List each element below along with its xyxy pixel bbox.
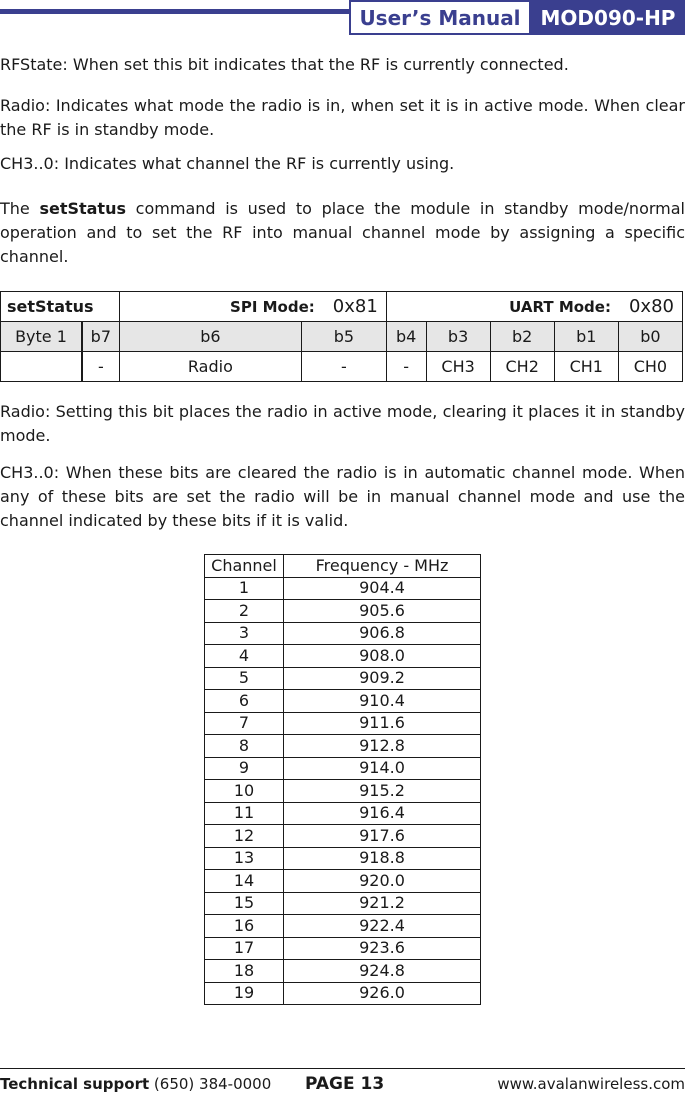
setstatus-intro: The [0,199,40,218]
command-name-cell: setStatus [1,292,120,322]
table-row [205,915,481,938]
frequency-header-row [205,555,481,578]
channel-cell: 10 [205,780,284,803]
setstatus-paragraph [0,197,685,269]
channel-cell: 8 [205,735,284,758]
table-row [205,825,481,848]
channel-cell: 16 [205,915,284,938]
rfstate-paragraph: RFState: When set this bit indicates that the RF is currently connected. [0,55,569,74]
radio-description-paragraph: Radio: Indicates what mode the radio is in, when set it is in active mode. When clear the RF is in standby mode. [0,96,685,139]
table-row [205,802,481,825]
channel-cell: 7 [205,712,284,735]
frequency-cell: 909.2 [284,667,481,690]
support-phone: (650) 384-0000 [153,1075,272,1093]
frequency-cell: 920.0 [284,870,481,893]
byte-label-cell: Byte 1 [1,322,83,352]
header-manual-label: User’s Manual [349,0,531,35]
setstatus-text: command is used to place the module in standby mode/normal operation and to set the RF into manual channel mode by assigning a specific channel. [0,199,685,266]
table-row [205,937,481,960]
channel-cell: 4 [205,645,284,668]
table-row [205,735,481,758]
channel-cell: 17 [205,937,284,960]
table-row [205,870,481,893]
uart-mode-cell [386,292,682,322]
table-row [205,577,481,600]
table-row [205,667,481,690]
table-row [205,982,481,1005]
channel-cell: 5 [205,667,284,690]
bit-label-cell: b2 [490,322,554,352]
table-row [205,690,481,713]
bit-value-cell: CH0 [618,352,682,382]
frequency-table [204,554,481,1005]
setstatus-table [0,291,683,382]
frequency-cell: 912.8 [284,735,481,758]
bit-label-cell: b5 [302,322,387,352]
header-rule [0,9,350,14]
spi-mode-cell [119,292,386,322]
footer-support [0,1075,271,1093]
status-header-row [1,292,683,322]
frequency-cell: 914.0 [284,757,481,780]
uart-mode-label: UART Mode: [509,298,611,316]
bit-value-cell: CH1 [554,352,618,382]
bit-value-cell: Radio [119,352,301,382]
channel-header: Channel [205,555,284,578]
bit-label-cell: b7 [82,322,119,352]
uart-mode-value: 0x80 [628,296,674,317]
frequency-cell: 923.6 [284,937,481,960]
table-row [205,645,481,668]
table-row [205,622,481,645]
setstatus-keyword: setStatus [39,199,126,218]
channel-cell: 15 [205,892,284,915]
channel-cell: 2 [205,600,284,623]
bit-label-cell: b0 [618,322,682,352]
website-url: www.avalanwireless.com [497,1075,685,1093]
bit-label-cell: b3 [426,322,490,352]
channel-cell: 6 [205,690,284,713]
channel-cell: 13 [205,847,284,870]
channel-description-paragraph: CH3..0: Indicates what channel the RF is currently using. [0,154,455,173]
frequency-cell: 916.4 [284,802,481,825]
frequency-table-body [205,577,481,1005]
bit-value-cell: - [302,352,387,382]
channel-bits-paragraph: CH3..0: When these bits are cleared the radio is in automatic channel mode. When any of these bits are set the radio will be in manual channel mode and use the channel indicated by these bits if it is valid. [0,463,685,530]
frequency-cell: 922.4 [284,915,481,938]
table-row [205,600,481,623]
spi-mode-label: SPI Mode: [230,298,315,316]
bit-value-row [1,352,683,382]
frequency-cell: 915.2 [284,780,481,803]
frequency-cell: 905.6 [284,600,481,623]
channel-cell: 18 [205,960,284,983]
channel-cell: 19 [205,982,284,1005]
frequency-cell: 924.8 [284,960,481,983]
page-number: PAGE 13 [305,1074,385,1094]
table-row [205,847,481,870]
table-row [205,712,481,735]
frequency-cell: 911.6 [284,712,481,735]
channel-cell: 14 [205,870,284,893]
radio-bit-paragraph: Radio: Setting this bit places the radio in active mode, clearing it places it in standby mode. [0,402,685,445]
table-row [205,960,481,983]
footer-rule [0,1068,685,1069]
channel-cell: 9 [205,757,284,780]
spi-mode-value: 0x81 [332,296,378,317]
bit-label-cell: b1 [554,322,618,352]
frequency-header: Frequency - MHz [284,555,481,578]
table-row [205,780,481,803]
frequency-cell: 906.8 [284,622,481,645]
channel-cell: 11 [205,802,284,825]
header-model: MOD090-HP [531,0,685,35]
table-row [205,757,481,780]
frequency-cell: 910.4 [284,690,481,713]
frequency-cell: 926.0 [284,982,481,1005]
frequency-cell: 917.6 [284,825,481,848]
channel-cell: 3 [205,622,284,645]
bit-value-cell: - [386,352,426,382]
channel-cell: 12 [205,825,284,848]
frequency-cell: 921.2 [284,892,481,915]
frequency-cell: 918.8 [284,847,481,870]
bit-value-cell: CH3 [426,352,490,382]
channel-cell: 1 [205,577,284,600]
bit-value-cell: CH2 [490,352,554,382]
bit-label-cell: b4 [386,322,426,352]
bit-value-cell: - [82,352,119,382]
frequency-cell: 904.4 [284,577,481,600]
bit-header-row [1,322,683,352]
support-label: Technical support [0,1075,150,1093]
frequency-cell: 908.0 [284,645,481,668]
table-row [205,892,481,915]
bit-label-cell: b6 [119,322,301,352]
empty-cell [1,352,83,382]
